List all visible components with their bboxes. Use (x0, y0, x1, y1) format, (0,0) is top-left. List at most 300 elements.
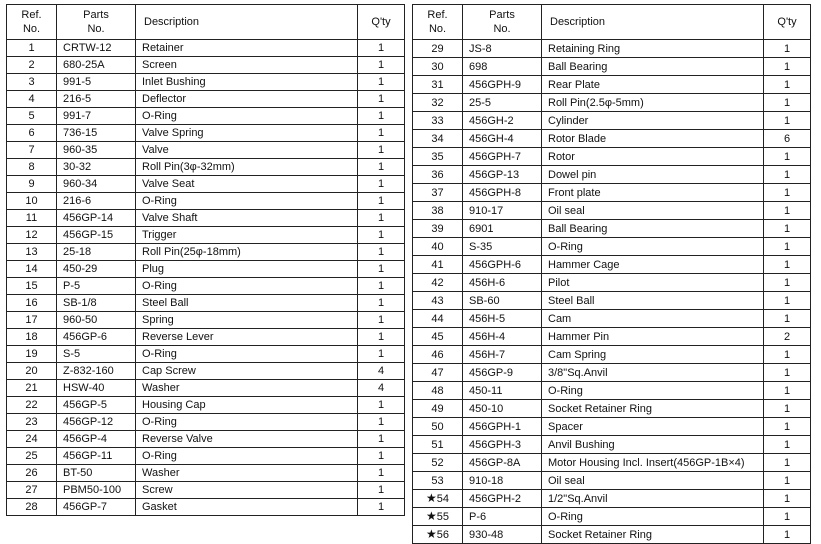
ref-no: 19 (25, 348, 38, 360)
ref-no: 42 (431, 277, 444, 289)
description-cell: O-Ring (542, 508, 764, 526)
ref-no-cell (413, 418, 463, 436)
part-no-cell: 450-10 (463, 400, 542, 418)
ref-no: 3 (28, 76, 35, 88)
table-row (7, 57, 405, 74)
part-no-cell: 25-18 (57, 244, 136, 261)
qty-cell: 1 (358, 346, 405, 363)
table-row (413, 436, 811, 454)
ref-no: 51 (431, 439, 444, 451)
qty-cell: 1 (358, 74, 405, 91)
qty-cell: 1 (764, 202, 811, 220)
part-no-cell: 698 (463, 58, 542, 76)
qty-cell: 1 (358, 142, 405, 159)
part-no-cell: 456GPH-3 (463, 436, 542, 454)
ref-no-cell (413, 274, 463, 292)
ref-no-cell (413, 112, 463, 130)
table-row (7, 482, 405, 499)
star-icon: ★ (425, 491, 437, 505)
table-row (7, 465, 405, 482)
ref-no: 20 (25, 365, 38, 377)
ref-no-cell (413, 346, 463, 364)
part-no-cell: 456H-5 (463, 310, 542, 328)
qty-cell: 1 (358, 57, 405, 74)
ref-no-cell (413, 328, 463, 346)
ref-no: 7 (28, 144, 35, 156)
part-no-cell: 456GP-14 (57, 210, 136, 227)
table-row (413, 526, 811, 544)
description-cell: O-Ring (136, 108, 358, 125)
qty-cell: 1 (358, 465, 405, 482)
table-row (7, 312, 405, 329)
description-cell: Dowel pin (542, 166, 764, 184)
qty-cell: 1 (358, 210, 405, 227)
ref-no-cell (413, 76, 463, 94)
description-cell: Hammer Pin (542, 328, 764, 346)
ref-no: 32 (431, 97, 444, 109)
ref-no-cell (413, 436, 463, 454)
ref-no-cell (7, 142, 57, 159)
ref-no-cell (7, 346, 57, 363)
part-no-cell: 456GPH-8 (463, 184, 542, 202)
description-cell: Reverse Valve (136, 431, 358, 448)
table-row (413, 418, 811, 436)
ref-no: 4 (28, 93, 35, 105)
ref-no-cell (7, 108, 57, 125)
table-row (413, 166, 811, 184)
description-cell: Valve (136, 142, 358, 159)
part-no-cell: 991-7 (57, 108, 136, 125)
ref-no: 44 (431, 313, 444, 325)
qty-cell: 2 (764, 328, 811, 346)
qty-cell: 1 (764, 418, 811, 436)
part-no-cell: SB-1/8 (57, 295, 136, 312)
ref-no: 11 (25, 212, 38, 224)
parts-table-left (6, 4, 405, 516)
ref-no-cell (7, 329, 57, 346)
ref-no-cell (7, 431, 57, 448)
table-row (7, 499, 405, 516)
ref-no-cell (7, 261, 57, 278)
description-cell: Roll Pin(2.5φ-5mm) (542, 94, 764, 112)
ref-no-cell (7, 414, 57, 431)
description-cell: Motor Housing Incl. Insert(456GP-1B×4) (542, 454, 764, 472)
ref-no: 26 (25, 467, 38, 479)
qty-cell: 1 (358, 261, 405, 278)
table-row (413, 490, 811, 508)
part-no-cell: CRTW-12 (57, 40, 136, 57)
table-row (7, 74, 405, 91)
ref-no: 33 (431, 115, 444, 127)
description-cell: O-Ring (136, 346, 358, 363)
ref-no: 41 (431, 259, 444, 271)
part-no-cell: 456GP-12 (57, 414, 136, 431)
ref-no: 27 (25, 484, 38, 496)
table-row (7, 244, 405, 261)
description-cell: Spring (136, 312, 358, 329)
part-no-cell: S-5 (57, 346, 136, 363)
qty-cell: 1 (764, 220, 811, 238)
qty-cell: 1 (764, 454, 811, 472)
table-row (7, 329, 405, 346)
ref-no-cell (413, 148, 463, 166)
table-row (7, 414, 405, 431)
table-row (7, 261, 405, 278)
ref-no: 45 (431, 331, 444, 343)
qty-cell: 1 (764, 112, 811, 130)
description-cell: O-Ring (542, 382, 764, 400)
table-row (413, 256, 811, 274)
part-no-cell: 456GP-15 (57, 227, 136, 244)
part-no-cell: 456GPH-2 (463, 490, 542, 508)
part-no-cell: 456H-4 (463, 328, 542, 346)
qty-cell: 1 (358, 40, 405, 57)
part-no-cell: 991-5 (57, 74, 136, 91)
part-no-cell: 450-11 (463, 382, 542, 400)
ref-no: 47 (431, 367, 444, 379)
table-row (413, 58, 811, 76)
star-icon: ★ (425, 509, 437, 523)
qty-cell: 1 (764, 436, 811, 454)
qty-cell: 1 (358, 108, 405, 125)
table-row (413, 382, 811, 400)
table-row (413, 148, 811, 166)
ref-no-cell (413, 292, 463, 310)
part-no-cell: 216-6 (57, 193, 136, 210)
table-row (413, 292, 811, 310)
table-row (7, 431, 405, 448)
description-cell: Screen (136, 57, 358, 74)
description-cell: O-Ring (136, 414, 358, 431)
part-no-cell: 456GH-2 (463, 112, 542, 130)
qty-cell: 1 (358, 295, 405, 312)
qty-cell: 1 (358, 431, 405, 448)
ref-no: 12 (25, 229, 38, 241)
table-row (413, 400, 811, 418)
part-no-cell: 910-17 (463, 202, 542, 220)
description-cell: Inlet Bushing (136, 74, 358, 91)
description-cell: Valve Seat (136, 176, 358, 193)
table-row (7, 125, 405, 142)
table-row (7, 227, 405, 244)
description-cell: Oil seal (542, 202, 764, 220)
parts-list (6, 4, 810, 541)
ref-no-cell (7, 499, 57, 516)
description-cell: Cam (542, 310, 764, 328)
table-row (413, 76, 811, 94)
ref-no-cell (7, 244, 57, 261)
ref-no: 14 (25, 263, 38, 275)
ref-no: 23 (25, 416, 38, 428)
ref-no-cell (7, 312, 57, 329)
ref-no-cell (413, 238, 463, 256)
qty-cell: 1 (358, 193, 405, 210)
description-cell: Trigger (136, 227, 358, 244)
ref-no-cell (7, 482, 57, 499)
ref-no-cell (413, 364, 463, 382)
part-no-cell: 456GPH-9 (463, 76, 542, 94)
description-cell: Spacer (542, 418, 764, 436)
ref-no-cell (7, 363, 57, 380)
ref-no-cell (413, 184, 463, 202)
table-row (413, 202, 811, 220)
ref-no: 50 (431, 421, 444, 433)
part-no-cell: S-35 (463, 238, 542, 256)
qty-cell: 6 (764, 130, 811, 148)
qty-cell: 1 (358, 227, 405, 244)
description-cell: Valve Shaft (136, 210, 358, 227)
part-no-cell: 456GPH-1 (463, 418, 542, 436)
ref-no-cell (413, 382, 463, 400)
table-row (413, 220, 811, 238)
ref-no: 16 (25, 297, 38, 309)
description-cell: Cylinder (542, 112, 764, 130)
ref-no-cell (413, 130, 463, 148)
qty-cell: 1 (764, 58, 811, 76)
qty-cell: 1 (358, 244, 405, 261)
ref-no: 6 (28, 127, 35, 139)
qty-header: Q'ty (764, 5, 811, 40)
table-row (413, 508, 811, 526)
description-cell: Anvil Bushing (542, 436, 764, 454)
part-no-cell: 456GP-4 (57, 431, 136, 448)
part-no-cell: 456H-7 (463, 346, 542, 364)
ref-no: 43 (431, 295, 444, 307)
ref-no: 22 (25, 399, 38, 411)
description-cell: Plug (136, 261, 358, 278)
ref-no: 17 (25, 314, 38, 326)
qty-cell: 1 (358, 414, 405, 431)
ref-no-cell (413, 94, 463, 112)
description-cell: Rear Plate (542, 76, 764, 94)
description-cell: Rotor (542, 148, 764, 166)
ref-no: 53 (431, 475, 444, 487)
description-cell: 1/2"Sq.Anvil (542, 490, 764, 508)
ref-no-cell (7, 193, 57, 210)
ref-no-cell (7, 448, 57, 465)
table-row (413, 130, 811, 148)
part-no-cell: 960-50 (57, 312, 136, 329)
ref-no-cell (413, 220, 463, 238)
ref-no-cell (7, 57, 57, 74)
qty-cell: 1 (764, 472, 811, 490)
table-row (7, 40, 405, 57)
part-no-cell: 456H-6 (463, 274, 542, 292)
part-no-cell: 456GP-13 (463, 166, 542, 184)
table-row (7, 142, 405, 159)
qty-cell: 1 (764, 508, 811, 526)
part-no-cell: 456GPH-6 (463, 256, 542, 274)
qty-cell: 1 (764, 148, 811, 166)
ref-no-cell (413, 526, 463, 544)
table-row (7, 193, 405, 210)
ref-no-cell (413, 310, 463, 328)
star-icon: ★ (425, 527, 437, 541)
qty-cell: 1 (764, 310, 811, 328)
qty-cell: 4 (358, 380, 405, 397)
description-cell: Reverse Lever (136, 329, 358, 346)
part-no-cell: 680-25A (57, 57, 136, 74)
part-no-cell: BT-50 (57, 465, 136, 482)
ref-no: 34 (431, 133, 444, 145)
qty-cell: 1 (764, 274, 811, 292)
table-row (7, 295, 405, 312)
part-no-cell: 456GP-5 (57, 397, 136, 414)
ref-no-cell (7, 125, 57, 142)
qty-cell: 4 (358, 363, 405, 380)
ref-no: 29 (431, 43, 444, 55)
part-no-cell: 910-18 (463, 472, 542, 490)
description-cell: O-Ring (542, 238, 764, 256)
ref-no-header: Ref. No. (413, 5, 463, 40)
qty-cell: 1 (764, 184, 811, 202)
qty-cell: 1 (764, 400, 811, 418)
part-no-cell: P-6 (463, 508, 542, 526)
qty-cell: 1 (358, 159, 405, 176)
part-no-cell: Z-832-160 (57, 363, 136, 380)
qty-cell: 1 (358, 278, 405, 295)
ref-no: 24 (25, 433, 38, 445)
description-cell: Ball Bearing (542, 58, 764, 76)
ref-no-cell (413, 472, 463, 490)
qty-cell: 1 (764, 292, 811, 310)
description-cell: Retaining Ring (542, 40, 764, 58)
table-row (413, 274, 811, 292)
ref-no: 18 (25, 331, 38, 343)
table-row (413, 184, 811, 202)
part-no-cell: 456GP-7 (57, 499, 136, 516)
part-no-cell: 456GP-6 (57, 329, 136, 346)
ref-no: 46 (431, 349, 444, 361)
table-row (413, 112, 811, 130)
ref-no: 55 (436, 511, 449, 523)
ref-no: 21 (25, 382, 38, 394)
table-row (7, 108, 405, 125)
table-row (413, 472, 811, 490)
table-row (7, 397, 405, 414)
header-row (7, 5, 405, 40)
parts-no-header: Parts No. (57, 5, 136, 40)
table-row (413, 328, 811, 346)
table-row (413, 310, 811, 328)
part-no-cell: 216-5 (57, 91, 136, 108)
part-no-cell: 456GP-9 (463, 364, 542, 382)
table-row (7, 448, 405, 465)
qty-cell: 1 (764, 238, 811, 256)
table-row (7, 159, 405, 176)
ref-no: 31 (431, 79, 444, 91)
description-cell: Retainer (136, 40, 358, 57)
ref-no: 49 (431, 403, 444, 415)
parts-table-right (412, 4, 811, 544)
ref-no: 30 (431, 61, 444, 73)
part-no-cell: 6901 (463, 220, 542, 238)
ref-no-header: Ref. No. (7, 5, 57, 40)
qty-cell: 1 (358, 499, 405, 516)
ref-no-cell (413, 58, 463, 76)
description-cell: Front plate (542, 184, 764, 202)
qty-cell: 1 (764, 76, 811, 94)
table-row (7, 363, 405, 380)
description-cell: Roll Pin(3φ-32mm) (136, 159, 358, 176)
ref-no-cell (413, 508, 463, 526)
ref-no-cell (7, 465, 57, 482)
description-cell: Deflector (136, 91, 358, 108)
part-no-cell: 30-32 (57, 159, 136, 176)
ref-no: 56 (436, 529, 449, 541)
description-cell: O-Ring (136, 278, 358, 295)
description-cell: Cam Spring (542, 346, 764, 364)
ref-no: 40 (431, 241, 444, 253)
ref-no-cell (7, 210, 57, 227)
part-no-cell: P-5 (57, 278, 136, 295)
description-cell: Pilot (542, 274, 764, 292)
header-row (413, 5, 811, 40)
ref-no-cell (413, 490, 463, 508)
qty-cell: 1 (358, 448, 405, 465)
ref-no: 48 (431, 385, 444, 397)
ref-no: 54 (436, 493, 449, 505)
ref-no-cell (7, 40, 57, 57)
qty-cell: 1 (764, 364, 811, 382)
ref-no-cell (7, 278, 57, 295)
part-no-cell: 456GP-8A (463, 454, 542, 472)
ref-no: 2 (28, 59, 35, 71)
table-row (7, 346, 405, 363)
description-header: Description (542, 5, 764, 40)
table-row (413, 364, 811, 382)
ref-no: 8 (28, 161, 35, 173)
description-cell: Screw (136, 482, 358, 499)
qty-cell: 1 (764, 346, 811, 364)
qty-cell: 1 (358, 397, 405, 414)
qty-cell: 1 (764, 490, 811, 508)
table-row (7, 278, 405, 295)
part-no-cell: 930-48 (463, 526, 542, 544)
ref-no-cell (413, 400, 463, 418)
ref-no: 36 (431, 169, 444, 181)
description-header: Description (136, 5, 358, 40)
qty-cell: 1 (358, 329, 405, 346)
ref-no-cell (7, 397, 57, 414)
ref-no: 1 (28, 42, 35, 54)
description-cell: Gasket (136, 499, 358, 516)
ref-no: 15 (25, 280, 38, 292)
part-no-cell: PBM50-100 (57, 482, 136, 499)
table-row (7, 176, 405, 193)
description-cell: Socket Retainer Ring (542, 400, 764, 418)
description-cell: Hammer Cage (542, 256, 764, 274)
parts-no-header: Parts No. (463, 5, 542, 40)
qty-cell: 1 (764, 94, 811, 112)
part-no-cell: 450-29 (57, 261, 136, 278)
qty-cell: 1 (764, 256, 811, 274)
description-cell: Rotor Blade (542, 130, 764, 148)
table-row (413, 94, 811, 112)
description-cell: Socket Retainer Ring (542, 526, 764, 544)
ref-no: 39 (431, 223, 444, 235)
qty-cell: 1 (358, 482, 405, 499)
description-cell: Cap Screw (136, 363, 358, 380)
table-row (413, 454, 811, 472)
ref-no-cell (7, 159, 57, 176)
part-no-cell: JS-8 (463, 40, 542, 58)
part-no-cell: 960-34 (57, 176, 136, 193)
ref-no-cell (413, 202, 463, 220)
ref-no: 10 (25, 195, 38, 207)
ref-no-cell (413, 40, 463, 58)
description-cell: Washer (136, 465, 358, 482)
